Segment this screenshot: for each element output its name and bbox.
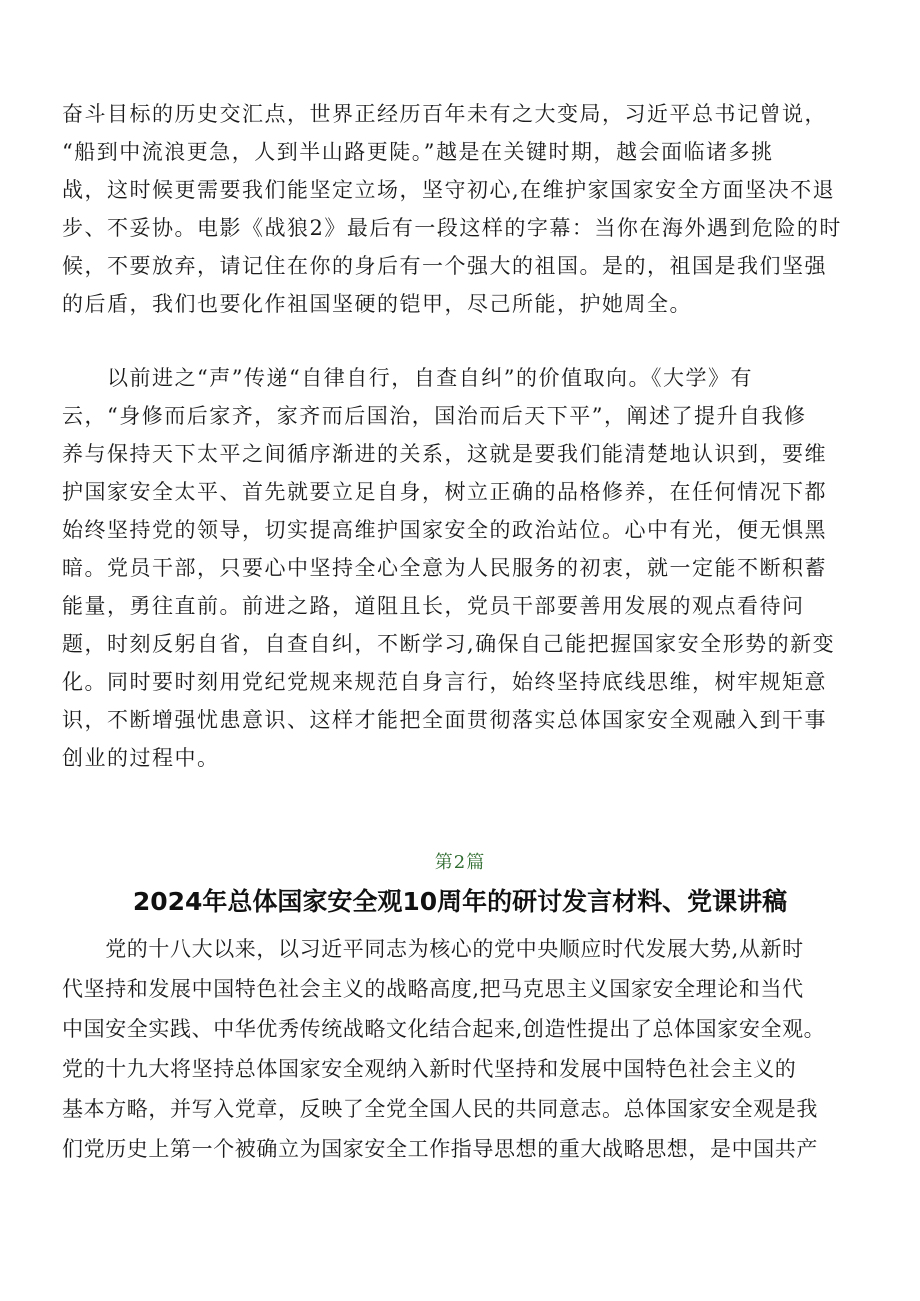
text-line: “船到中流浪更急，人到半山路更陡。”越是在关键时期，越会面临诸多挑 xyxy=(62,140,774,164)
text-line: 始终坚持党的领导，切实提高维护国家安全的政治站位。心中有光，便无惧黑 xyxy=(62,518,827,542)
paragraph-3 xyxy=(62,929,825,1169)
paragraph-1 xyxy=(62,95,842,323)
text-line: 养与保持天下太平之间循序渐进的关系，这就是要我们能清楚地认识到，要维 xyxy=(62,442,827,466)
text-line: 护国家安全太平、首先就要立足自身，树立正确的品格修养，在任何情况下都 xyxy=(62,480,827,504)
text-line: 暗。党员干部，只要心中坚持全心全意为人民服务的初衷，就一定能不断积蓄 xyxy=(62,556,827,580)
text-line: 化。同时要时刻用党纪党规来规范自身言行，始终坚持底线思维，树牢规矩意 xyxy=(62,670,827,694)
text-line: 代坚持和发展中国特色社会主义的战略高度,把马克思主义国家安全理论和当代 xyxy=(62,977,804,1001)
text-line: 创业的过程中。 xyxy=(62,746,220,770)
text-line: 的后盾，我们也要化作祖国坚硬的铠甲，尽己所能，护她周全。 xyxy=(62,292,692,316)
text-line: 党的十八大以来，以习近平同志为核心的党中央顺应时代发展大势,从新时 xyxy=(62,937,804,961)
text-line: 中国安全实践、中华优秀传统战略文化结合起来,创造性提出了总体国家安全观。 xyxy=(62,1017,826,1041)
text-line: 候，不要放弃，请记住在你的身后有一个强大的祖国。是的，祖国是我们坚强 xyxy=(62,254,827,278)
text-line: 奋斗目标的历史交汇点，世界正经历百年未有之大变局，习近平总书记曾说， xyxy=(62,102,827,126)
article-title: 2024年总体国家安全观10周年的研讨发言材料、党课讲稿 xyxy=(132,887,788,916)
text-line: 基本方略，并写入党章，反映了全党全国人民的共同意志。总体国家安全观是我 xyxy=(62,1097,818,1121)
text-line: 党的十九大将坚持总体国家安全观纳入新时代坚持和发展中国特色社会主义的 xyxy=(62,1057,797,1081)
text-line: 题，时刻反躬自省，自查自纠，不断学习,确保自己能把握国家安全形势的新变 xyxy=(62,632,836,656)
text-line: 战，这时候更需要我们能坚定立场，坚守初心,在维护家国家安全方面坚决不退 xyxy=(62,178,836,202)
text-line: 以前进之“声”传递“自律自行，自查自纠”的价值取向。《大学》有 xyxy=(62,366,753,390)
section-label: 第2篇 xyxy=(434,852,486,873)
text-line: 们党历史上第一个被确立为国家安全工作指导思想的重大战略思想，是中国共产 xyxy=(62,1137,818,1161)
text-line: 能量，勇往直前。前进之路，道阻且长，党员干部要善用发展的观点看待问 xyxy=(62,594,805,618)
text-line: 云，“身修而后家齐，家齐而后国治，国治而后天下平”，阐述了提升自我修 xyxy=(62,404,807,428)
paragraph-2 xyxy=(62,359,835,777)
text-line: 识，不断增强忧患意识、这样才能把全面贯彻落实总体国家安全观融入到干事 xyxy=(62,708,827,732)
text-line: 步、不妥协。电影《战狼2》最后有一段这样的字幕：当你在海外遇到危险的时 xyxy=(62,216,842,240)
